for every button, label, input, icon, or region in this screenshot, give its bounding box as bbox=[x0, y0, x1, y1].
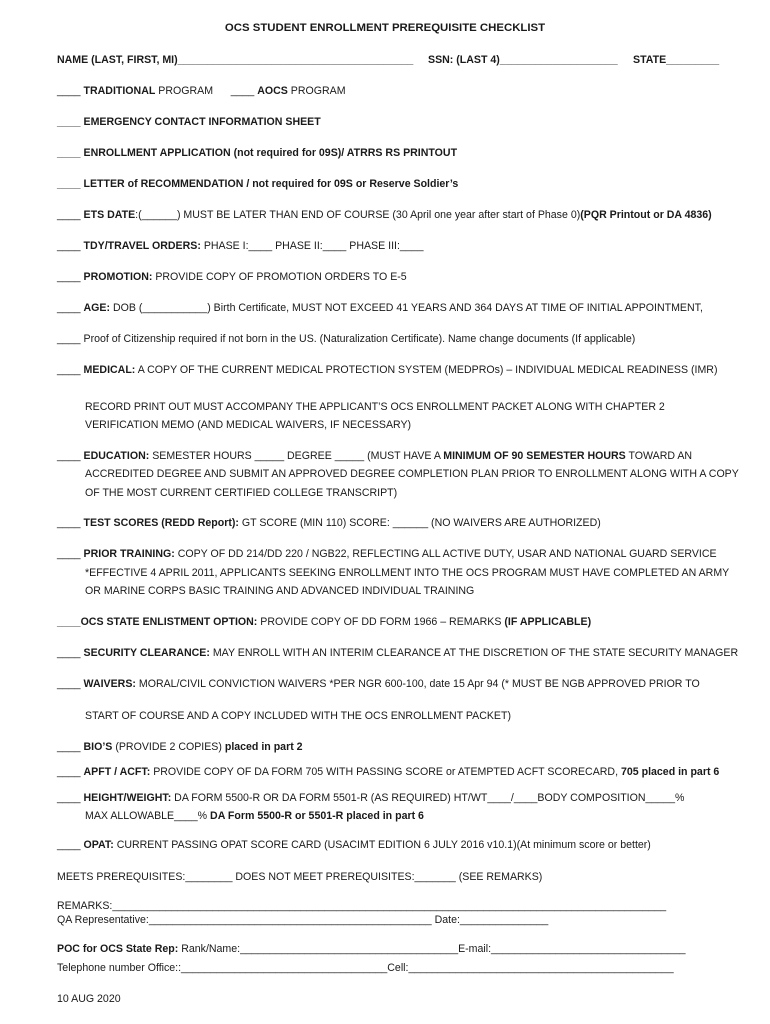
tdy-text: PHASE I:____ PHASE II:____ PHASE III:____ bbox=[203, 240, 424, 252]
security-text: MAY ENROLL WITH AN INTERIM CLEARANCE AT THE DISCRETION OF THE STATE SECURITY MANAGER bbox=[212, 647, 739, 659]
poc-fields[interactable]: Rank/Name:_____________________________________E-mail:_________________________________ bbox=[181, 943, 686, 955]
age-check[interactable]: ____ bbox=[57, 302, 81, 314]
apft-check[interactable]: ____ bbox=[57, 766, 81, 778]
state-field[interactable]: STATE_________ bbox=[633, 54, 720, 66]
bios-check[interactable]: ____ bbox=[57, 741, 81, 753]
medical-line2: RECORD PRINT OUT MUST ACCOMPANY THE APPLICANT’S OCS ENROLLMENT PACKET ALONG WITH CHAPTER 2 bbox=[85, 401, 665, 413]
waivers-label: WAIVERS: bbox=[83, 678, 136, 690]
prior-check[interactable]: ____ bbox=[57, 548, 81, 560]
height-line2-bold: DA Form 5500-R or 5501-R placed in part 6 bbox=[210, 810, 424, 822]
promotion-text: PROVIDE COPY OF PROMOTION ORDERS TO E-5 bbox=[155, 271, 407, 283]
item-emergency: ____ EMERGENCY CONTACT INFORMATION SHEET bbox=[57, 116, 321, 128]
item-promotion bbox=[57, 270, 407, 284]
item-apft bbox=[57, 765, 719, 779]
aocs-program: PROGRAM bbox=[290, 85, 346, 97]
name-field[interactable]: NAME (LAST, FIRST, MI)________________________________________ bbox=[57, 54, 414, 66]
item-prior-training bbox=[57, 547, 717, 561]
meets-prerequisites-line[interactable]: MEETS PREREQUISITES:________ DOES NOT MEET PREREQUISITES:_______ (SEE REMARKS) bbox=[57, 871, 543, 883]
item-citizenship: ____ Proof of Citizenship required if not born in the US. (Naturalization Certificate). Name change documents (If applicable) bbox=[57, 333, 636, 345]
qa-representative-field[interactable]: QA Representative:________________________________________________ Date:_______________ bbox=[57, 914, 549, 926]
age-label: AGE: bbox=[83, 302, 111, 314]
education-line2: ACCREDITED DEGREE AND SUBMIT AN APPROVED DEGREE COMPLETION PLAN PRIOR TO ENROLLMENT ALONG WITH A COPY bbox=[85, 468, 739, 480]
opat-label: OPAT: bbox=[83, 839, 114, 851]
item-security bbox=[57, 646, 738, 660]
ets-label: ETS DATE bbox=[83, 209, 136, 221]
item-height-weight bbox=[57, 791, 684, 805]
test-label: TEST SCORES (REDD Report): bbox=[83, 517, 239, 529]
education-label: EDUCATION: bbox=[83, 450, 150, 462]
telephone-line[interactable]: Telephone number Office::___________________________________Cell:_____________________________________________ bbox=[57, 962, 674, 974]
age-text: DOB (___________) Birth Certificate, MUST NOT EXCEED 41 YEARS AND 364 DAYS AT TIME OF INITIAL APPOINTMENT, bbox=[112, 302, 703, 314]
waivers-line2: START OF COURSE AND A COPY INCLUDED WITH THE OCS ENROLLMENT PACKET) bbox=[85, 710, 511, 722]
item-waivers bbox=[57, 677, 700, 691]
prior-line3: OR MARINE CORPS BASIC TRAINING AND ADVANCED INDIVIDUAL TRAINING bbox=[85, 585, 475, 597]
item-test-scores bbox=[57, 516, 601, 530]
test-check[interactable]: ____ bbox=[57, 517, 81, 529]
prior-text: COPY OF DD 214/DD 220 / NGB22, REFLECTING ALL ACTIVE DUTY, USAR AND NATIONAL GUARD SERVICE bbox=[177, 548, 717, 560]
promotion-check[interactable]: ____ bbox=[57, 271, 81, 283]
security-check[interactable]: ____ bbox=[57, 647, 81, 659]
height-line2-text: MAX ALLOWABLE____% bbox=[85, 810, 208, 822]
height-check[interactable]: ____ bbox=[57, 792, 81, 804]
height-label: HEIGHT/WEIGHT: bbox=[83, 792, 172, 804]
height-text: DA FORM 5500-R OR DA FORM 5501-R (AS REQUIRED) HT/WT____/____BODY COMPOSITION_____% bbox=[174, 792, 685, 804]
bios-bold: placed in part 2 bbox=[224, 741, 303, 753]
tdy-check[interactable]: ____ bbox=[57, 240, 81, 252]
aocs-check[interactable]: ____ bbox=[230, 85, 255, 97]
education-check[interactable]: ____ bbox=[57, 450, 81, 462]
medical-label: MEDICAL: bbox=[83, 364, 136, 376]
item-medical bbox=[57, 363, 717, 377]
promotion-label: PROMOTION: bbox=[83, 271, 153, 283]
height-line2 bbox=[85, 809, 424, 823]
prior-line2: *EFFECTIVE 4 APRIL 2011, APPLICANTS SEEKING ENROLLMENT INTO THE OCS PROGRAM MUST HAVE COMPLETED AN ARMY bbox=[85, 567, 730, 579]
apft-bold: 705 placed in part 6 bbox=[620, 766, 720, 778]
apft-label: APFT / ACFT: bbox=[83, 766, 151, 778]
bios-label: BIO’S bbox=[83, 741, 113, 753]
ets-text: :(______) MUST BE LATER THAN END OF COURSE (30 April one year after start of Phase 0) bbox=[135, 209, 581, 221]
document-date: 10 AUG 2020 bbox=[57, 993, 121, 1005]
ets-bold: (PQR Printout or DA 4836) bbox=[580, 209, 712, 221]
education-bold: MINIMUM OF 90 SEMESTER HOURS bbox=[443, 450, 626, 462]
opat-check[interactable]: ____ bbox=[57, 839, 81, 851]
traditional-program: PROGRAM bbox=[158, 85, 214, 97]
bios-text: (PROVIDE 2 COPIES) bbox=[115, 741, 222, 753]
waivers-check[interactable]: ____ bbox=[57, 678, 81, 690]
item-bios bbox=[57, 740, 303, 754]
item-letter: ____ LETTER of RECOMMENDATION / not required for 09S or Reserve Soldier’s bbox=[57, 178, 459, 190]
item-enrollment: ____ ENROLLMENT APPLICATION (not required for 09S)/ ATRRS RS PRINTOUT bbox=[57, 147, 458, 159]
education-text2: TOWARD AN bbox=[628, 450, 693, 462]
item-tdy bbox=[57, 239, 423, 253]
apft-text: PROVIDE COPY OF DA FORM 705 WITH PASSING SCORE or ATEMPTED ACFT SCORECARD, bbox=[153, 766, 619, 778]
security-label: SECURITY CLEARANCE: bbox=[83, 647, 210, 659]
ocs-state-text: PROVIDE COPY OF DD FORM 1966 – REMARKS bbox=[260, 616, 502, 628]
item-opat bbox=[57, 838, 651, 852]
aocs-label: AOCS bbox=[257, 85, 288, 97]
ocs-state-label: ____OCS STATE ENLISTMENT OPTION: bbox=[57, 616, 258, 628]
item-ets bbox=[57, 208, 712, 222]
opat-text: CURRENT PASSING OPAT SCORE CARD (USACIMT EDITION 6 JULY 2016 v10.1)(At minimum score or better) bbox=[116, 839, 651, 851]
waivers-text: MORAL/CIVIL CONVICTION WAIVERS *PER NGR 600-100, date 15 Apr 94 (* MUST BE NGB APPROVED PRIOR TO bbox=[138, 678, 700, 690]
tdy-label: TDY/TRAVEL ORDERS: bbox=[83, 240, 201, 252]
ssn-field[interactable]: SSN: (LAST 4)____________________ bbox=[428, 54, 618, 66]
item-age bbox=[57, 301, 703, 315]
ocs-state-bold: (IF APPLICABLE) bbox=[504, 616, 592, 628]
medical-check[interactable]: ____ bbox=[57, 364, 81, 376]
medical-text: A COPY OF THE CURRENT MEDICAL PROTECTION SYSTEM (MEDPROs) – INDIVIDUAL MEDICAL READINESS (IMR) bbox=[137, 364, 718, 376]
prior-label: PRIOR TRAINING: bbox=[83, 548, 175, 560]
traditional-label: TRADITIONAL bbox=[83, 85, 156, 97]
remarks-field[interactable]: REMARKS:______________________________________________________________________________________________ bbox=[57, 900, 667, 912]
ets-check[interactable]: ____ bbox=[57, 209, 81, 221]
education-line3: OF THE MOST CURRENT CERTIFIED COLLEGE TRANSCRIPT) bbox=[85, 487, 398, 499]
test-text: GT SCORE (MIN 110) SCORE: ______ (NO WAIVERS ARE AUTHORIZED) bbox=[241, 517, 601, 529]
program-row bbox=[57, 84, 346, 98]
poc-label: POC for OCS State Rep: bbox=[57, 943, 179, 955]
item-education bbox=[57, 449, 692, 463]
traditional-check[interactable]: ____ bbox=[57, 85, 81, 97]
education-text: SEMESTER HOURS _____ DEGREE _____ (MUST HAVE A bbox=[152, 450, 441, 462]
page-title: OCS STUDENT ENROLLMENT PREREQUISITE CHECKLIST bbox=[224, 22, 546, 34]
medical-line3: VERIFICATION MEMO (AND MEDICAL WAIVERS, IF NECESSARY) bbox=[85, 419, 412, 431]
poc-line bbox=[57, 942, 685, 956]
item-ocs-state bbox=[57, 615, 591, 629]
